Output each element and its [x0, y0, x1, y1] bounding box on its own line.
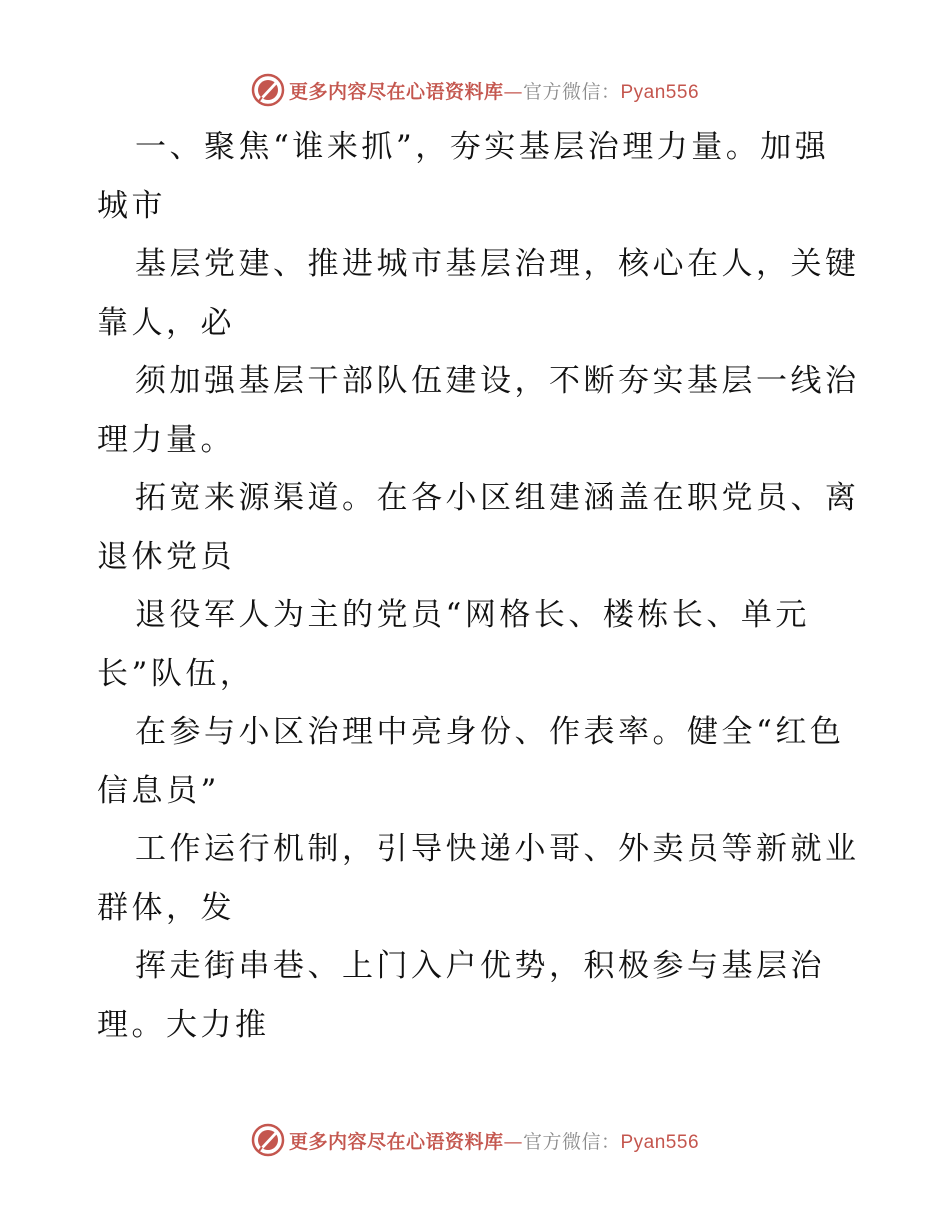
paragraph-line: 靠人，必 [97, 304, 235, 341]
watermark-title: 更多内容尽在心语资料库 [288, 1130, 504, 1153]
watermark-wechat-id: Pyan556 [620, 81, 700, 103]
quill-logo-icon [251, 1123, 285, 1157]
watermark-header [0, 72, 950, 108]
paragraph-line: 挥走街串巷、上门入户优势，积极参与基层治 [135, 948, 825, 984]
paragraph-line: 长”队伍， [97, 655, 255, 692]
paragraph-line: 一、聚焦“谁来抓”，夯实基层治理力量。加强 [135, 129, 830, 165]
document-body [97, 118, 860, 1054]
paragraph-line: 理。大力推 [97, 1006, 270, 1043]
watermark-wechat-label: 官方微信： [522, 80, 621, 103]
paragraph-line: 拓宽来源渠道。在各小区组建涵盖在职党员、离 [135, 480, 860, 516]
paragraph-line: 基层党建、推进城市基层治理，核心在人，关键 [135, 246, 860, 282]
paragraph-line: 退休党员 [97, 538, 235, 575]
paragraph-line: 在参与小区治理中亮身份、作表率。健全“红色 [135, 714, 845, 750]
paragraph-line: 理力量。 [97, 421, 235, 458]
paragraph-line: 工作运行机制，引导快递小哥、外卖员等新就业 [135, 831, 860, 867]
paragraph-line: 退役军人为主的党员“网格长、楼栋长、单元 [135, 597, 810, 633]
watermark-dash: — [503, 1130, 523, 1153]
watermark-footer [0, 1122, 950, 1158]
paragraph-line: 城市 [97, 187, 166, 224]
watermark-title: 更多内容尽在心语资料库 [288, 80, 504, 103]
watermark-text [289, 77, 699, 104]
paragraph-line: 须加强基层干部队伍建设，不断夯实基层一线治 [135, 363, 860, 399]
watermark-dash: — [503, 80, 523, 103]
watermark-text [289, 1127, 699, 1154]
watermark-wechat-id: Pyan556 [620, 1131, 700, 1153]
quill-logo-icon [251, 73, 285, 107]
paragraph-line: 信息员” [97, 772, 220, 809]
paragraph-line: 群体，发 [97, 889, 235, 926]
watermark-wechat-label: 官方微信： [522, 1130, 621, 1153]
